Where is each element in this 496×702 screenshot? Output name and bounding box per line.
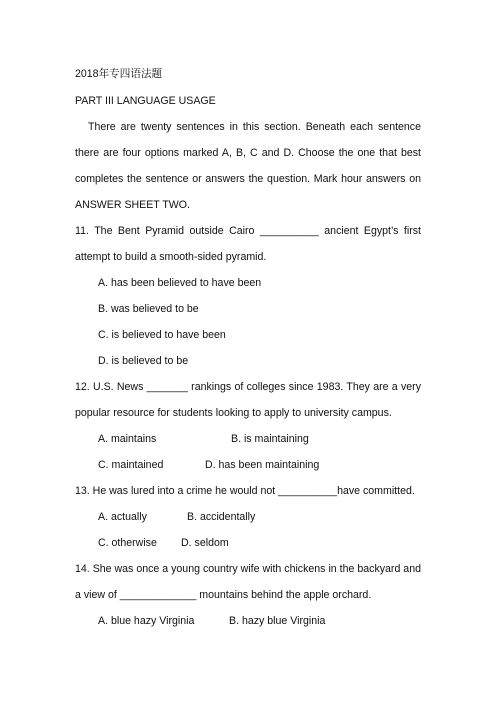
q14-line-1: 14. She was once a young country wife with chickens in the backyard and [75, 563, 421, 575]
q14-option-b: B. hazy blue Virginia [229, 615, 326, 627]
intro-line-3: completes the sentence or answers the question. Mark hour answers on [75, 173, 421, 185]
doc-title: 2018年专四语法题 [75, 68, 163, 80]
q12-option-c: C. maintained [98, 459, 164, 471]
q12-line-2: popular resource for students looking to apply to university campus. [75, 407, 392, 419]
part-heading: PART III LANGUAGE USAGE [75, 95, 216, 107]
q11-option-a: A. has been believed to have been [98, 277, 262, 289]
q13-option-d: D. seldom [181, 537, 229, 549]
q11-option-d: D. is believed to be [98, 355, 189, 367]
q11-line-2: attempt to build a smooth-sided pyramid. [75, 251, 267, 263]
q13-option-c: C. otherwise [98, 537, 157, 549]
q14-line-2: a view of _____________ mountains behind the apple orchard. [75, 589, 372, 601]
q12-option-b: B. is maintaining [231, 433, 309, 445]
q13-option-b: B. accidentally [187, 511, 256, 523]
q11-option-b: B. was believed to be [98, 303, 199, 315]
q14-option-a: A. blue hazy Virginia [98, 615, 195, 627]
q11-line-1: 11. The Bent Pyramid outside Cairo __________ ancient Egypt’s first [75, 225, 421, 237]
intro-line-1: There are twenty sentences in this section. Beneath each sentence [88, 121, 421, 133]
q11-option-c: C. is believed to have been [98, 329, 226, 341]
q13-option-a: A. actually [98, 511, 147, 523]
q12-option-d: D. has been maintaining [205, 459, 320, 471]
intro-line-2: there are four options marked A, B, C and D. Choose the one that best [75, 147, 421, 159]
q12-line-1: 12. U.S. News _______ rankings of colleges since 1983. They are a very [75, 381, 421, 393]
q12-option-a: A. maintains [98, 433, 157, 445]
q13-line: 13. He was lured into a crime he would not __________have committed. [75, 485, 415, 497]
intro-line-4: ANSWER SHEET TWO. [75, 199, 190, 211]
